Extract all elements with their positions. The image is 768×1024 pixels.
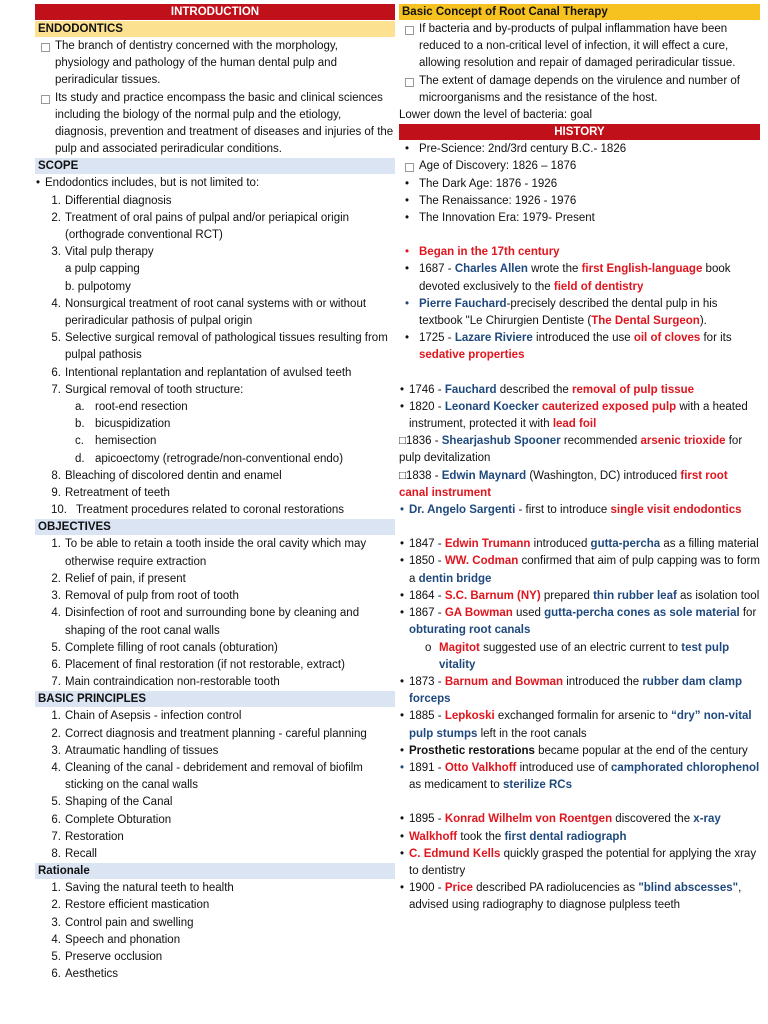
history-era: • The Innovation Era: 1979- Present bbox=[399, 210, 760, 227]
endodontics-scope-description: Its study and practice encompass the basic and clinical sciences including the biology of the normal pulp and the etiology, diagnosis, prevention and treatment of diseases and injuries of the pulp and associated periradicular conditions. bbox=[35, 90, 395, 159]
principle-item: 4. Cleaning of the canal - debridement and removal of biofilm sticking on the canal walls bbox=[51, 761, 363, 792]
rationale-item: 4. Speech and phonation bbox=[51, 933, 181, 946]
history-entry-prosthetic: • Prosthetic restorations became popular at the end of the century bbox=[399, 743, 760, 760]
objective-item: 4. Disinfection of root and surrounding bone by cleaning and shaping of the root canal walls bbox=[51, 607, 360, 637]
history-era: • The Renaissance: 1926 - 1976 bbox=[399, 193, 760, 210]
objective-item: 1. To be able to retain a tooth inside the oral cavity which may otherwise require extraction bbox=[51, 538, 367, 568]
rationale-item: 2. Restore efficient mastication bbox=[51, 899, 210, 912]
objectives-header: OBJECTIVES bbox=[35, 519, 395, 535]
history-entry-1725: • 1725 - Lazare Riviere introduced the use oil of cloves for its sedative properties bbox=[399, 330, 760, 364]
scope-item: 7. Surgical removal of tooth structure: bbox=[51, 383, 244, 396]
history-entry-1864: • 1864 - S.C. Barnum (NY) prepared thin rubber leaf as isolation tool bbox=[399, 588, 760, 605]
scope-header: SCOPE bbox=[35, 158, 395, 174]
rationale-header: Rationale bbox=[35, 863, 395, 879]
principle-item: 7. Restoration bbox=[51, 830, 124, 843]
principle-item: 5. Shaping of the Canal bbox=[51, 796, 173, 809]
rationale-item: 3. Control pain and swelling bbox=[51, 916, 194, 929]
scope-subitem: b. bicuspidization bbox=[75, 418, 171, 431]
rationale-item: 1. Saving the natural teeth to health bbox=[51, 882, 234, 895]
spacer bbox=[399, 365, 760, 382]
scope-item: 3. Vital pulp therapy bbox=[51, 246, 154, 259]
history-entry-1885: • 1885 - Lepkoski exchanged formalin for arsenic to “dry” non-vital pulp stumps left in the root canals bbox=[399, 708, 760, 742]
scope-item: 4. Nonsurgical treatment of root canal systems with or without periradicular pathosis of pulpal origin bbox=[51, 297, 367, 328]
history-era: • Pre-Science: 2nd/3rd century B.C.- 1826 bbox=[399, 141, 760, 158]
endodontics-definition: The branch of dentistry concerned with the morphology, physiology and pathology of the human dental pulp and periradicular tissues. bbox=[35, 38, 395, 90]
history-entry-1820: • 1820 - Leonard Koecker cauterized exposed pulp with a heated instrument, protected it with lead foil bbox=[399, 399, 760, 433]
history-entry-1850: • 1850 - WW. Codman confirmed that aim of pulp capping was to form a dentin bridge bbox=[399, 553, 760, 587]
spacer bbox=[399, 794, 760, 811]
scope-subitem: a pulp capping bbox=[65, 263, 140, 276]
history-header: HISTORY bbox=[399, 124, 760, 140]
scope-item: 5. Selective surgical removal of pathological tissues resulting from pulpal pathosis bbox=[51, 332, 388, 362]
history-entry-fauchard: • Pierre Fauchard-precisely described the dental pulp in his textbook "Le Chirurgien Dentiste (The Dental Surgeon). bbox=[399, 296, 760, 330]
basic-principles-header: BASIC PRINCIPLES bbox=[35, 691, 395, 707]
scope-item: 6. Intentional replantation and replantation of avulsed teeth bbox=[51, 366, 352, 379]
scope-item: 9. Retreatment of teeth bbox=[51, 487, 170, 500]
history-entry-1900: • 1900 - Price described PA radiolucencies as "blind abscesses", advised using radiography to diagnose pulpless teeth bbox=[399, 880, 760, 914]
history-era: Age of Discovery: 1826 – 1876 bbox=[399, 158, 760, 175]
history-entry-1891: • 1891 - Otto Valkhoff introduced use of camphorated chlorophenol as medicament to sterilize RCs bbox=[399, 760, 760, 794]
history-entry-1687: • 1687 - Charles Allen wrote the first English-language book devoted exclusively to the field of dentistry bbox=[399, 261, 760, 295]
history-entry-1867: • 1867 - GA Bowman used gutta-percha cones as sole material for obturating root canals bbox=[399, 605, 760, 639]
scope-intro: • Endodontics includes, but is not limited to: bbox=[35, 175, 395, 192]
right-column bbox=[399, 4, 760, 915]
history-entry-1895: • 1895 - Konrad Wilhelm von Roentgen discovered the x-ray bbox=[399, 811, 760, 828]
principle-item: 6. Complete Obturation bbox=[51, 813, 172, 826]
rationale-item: 6. Aesthetics bbox=[51, 968, 119, 981]
concept-goal: Lower down the level of bacteria: goal bbox=[399, 109, 593, 122]
endodontics-header: ENDODONTICS bbox=[35, 21, 395, 37]
scope-subitem: a. root-end resection bbox=[75, 401, 188, 414]
scope-subitem: d. apicoectomy (retrograde/non-conventional endo) bbox=[75, 452, 344, 465]
rationale-item: 5. Preserve occlusion bbox=[51, 950, 163, 963]
history-entry-1746: • 1746 - Fauchard described the removal of pulp tissue bbox=[399, 382, 760, 399]
objective-item: 5. Complete filling of root canals (obturation) bbox=[51, 641, 278, 654]
basic-concept-header: Basic Concept of Root Canal Therapy bbox=[399, 4, 760, 20]
introduction-header: INTRODUCTION bbox=[35, 4, 395, 20]
scope-subitem: c. hemisection bbox=[75, 435, 157, 448]
history-entry-1847: • 1847 - Edwin Trumann introduced gutta-percha as a filling material bbox=[399, 536, 760, 553]
objective-item: 2. Relief of pain, if present bbox=[51, 572, 186, 585]
spacer bbox=[399, 519, 760, 536]
objective-item: 6. Placement of final restoration (if not restorable, extract) bbox=[51, 658, 345, 671]
principle-item: 2. Correct diagnosis and treatment planning - careful planning bbox=[51, 727, 367, 740]
history-entry-walkhoff: • Walkhoff took the first dental radiograph bbox=[399, 829, 760, 846]
principle-item: 3. Atraumatic handling of tissues bbox=[51, 744, 219, 757]
scope-item: 8. Bleaching of discolored dentin and enamel bbox=[51, 469, 282, 482]
history-era: • The Dark Age: 1876 - 1926 bbox=[399, 176, 760, 193]
history-entry-1838: □1838 - Edwin Maynard (Washington, DC) introduced first root canal instrument bbox=[399, 469, 728, 499]
concept-item: If bacteria and by-products of pulpal inflammation have been reduced to a non-critical level of infection, it will effect a cure, allowing resolution and repair of damaged periradicular tissue. bbox=[399, 21, 760, 73]
scope-item: 10. Treatment procedures related to coronal restorations bbox=[51, 504, 345, 517]
objective-item: 7. Main contraindication non-restorable tooth bbox=[51, 676, 280, 689]
history-entry-1836: □1836 - Shearjashub Spooner recommended arsenic trioxide for pulp devitalization bbox=[399, 435, 743, 465]
history-entry-1873: • 1873 - Barnum and Bowman introduced the rubber dam clamp forceps bbox=[399, 674, 760, 708]
spacer bbox=[399, 227, 760, 244]
left-column bbox=[35, 4, 395, 983]
history-entry-sargenti: • Dr. Angelo Sargenti - first to introduce single visit endodontics bbox=[399, 502, 760, 519]
principle-item: 1. Chain of Asepsis - infection control bbox=[51, 710, 242, 723]
concept-item: The extent of damage depends on the virulence and number of microorganisms and the resistance of the host. bbox=[399, 73, 760, 107]
objective-item: 3. Removal of pulp from root of tooth bbox=[51, 590, 239, 603]
principle-item: 8. Recall bbox=[51, 847, 97, 860]
scope-item: 1. Differential diagnosis bbox=[51, 194, 172, 207]
history-entry-kells: • C. Edmund Kells quickly grasped the potential for applying the xray to dentistry bbox=[399, 846, 760, 880]
history-entry-17th-century: • Began in the 17th century bbox=[399, 244, 760, 261]
scope-item: 2. Treatment of oral pains of pulpal and/or periapical origin (orthograde conventional RCT) bbox=[51, 211, 350, 242]
scope-subitem: b. pulpotomy bbox=[65, 280, 131, 293]
history-entry-magitot: o Magitot suggested use of an electric current to test pulp vitality bbox=[399, 640, 760, 674]
